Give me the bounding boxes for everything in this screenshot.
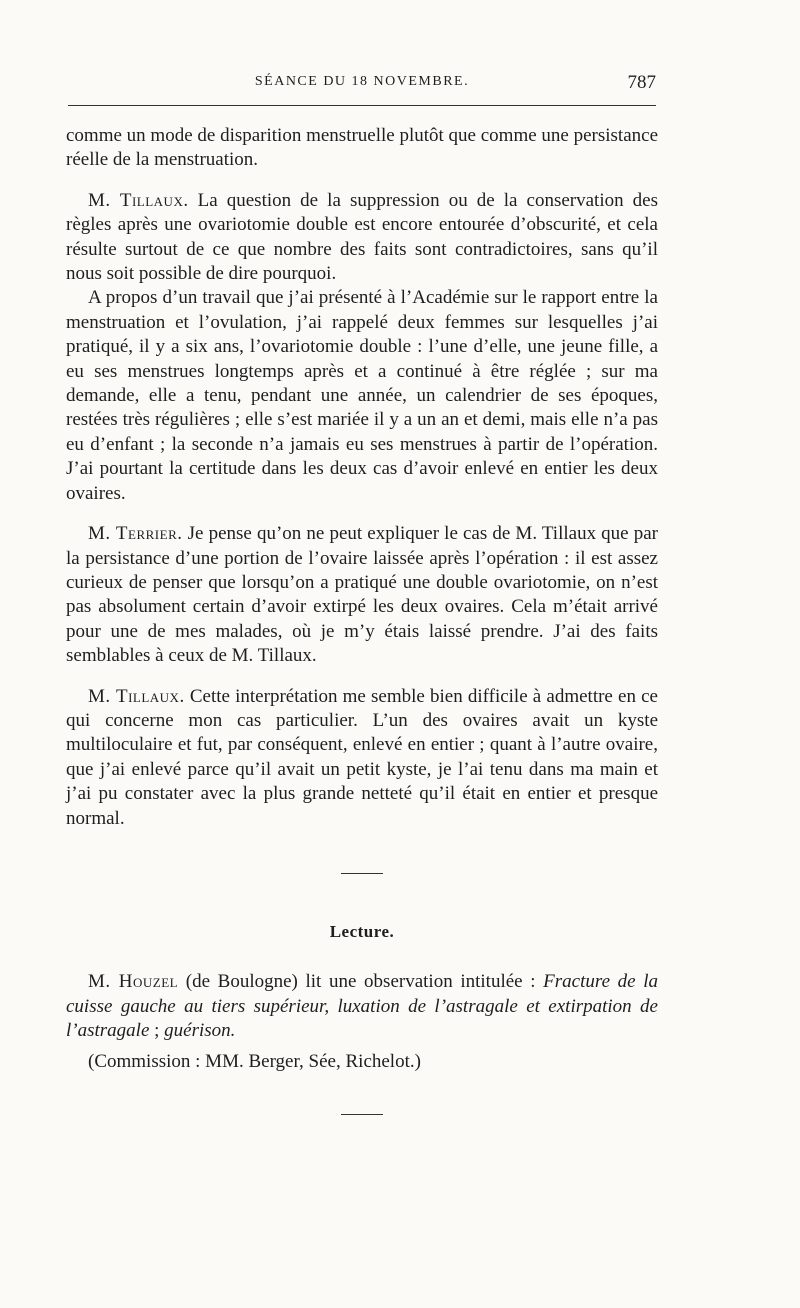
speaker-name: M. Tillaux. [88, 685, 185, 707]
speaker-name: M. Tillaux. [88, 189, 189, 211]
header-rule [68, 105, 656, 106]
section-heading: Lecture. [329, 921, 395, 941]
lecture-intro: (de Boulogne) lit une observation intitulée : [178, 971, 544, 993]
speaker-name: M. Terrier. [88, 523, 183, 545]
paragraph-text: Je pense qu’on ne peut expliquer le cas de M. Tillaux que par la persistance d’une portion de l’ovaire laissée après l’opération : il est assez curieux de penser que lorsqu’on a pratiqué une double ovariotomie, on n’est pas absolument certain d’avoir extirpé les deux ovaires. Cela m’était arrivé pour une de mes malades, où je m’y étais laissé prendre. J’ai des faits semblables à ceux de M. Tillaux. [66, 523, 659, 667]
observation-title: Fracture de la cuisse gauche au tiers supérieur, luxation de l’astragale et extirpation de l’astragale [66, 971, 658, 1042]
paragraph-tillaux-3 [66, 685, 658, 831]
paragraph-text: Cette interprétation me semble bien difficile à admettre en ce qui concerne mon cas particulier. L’un des ovaires avait un kyste multiloculaire et fut, par conséquent, enlevé en entier ; quant à l’autre ovaire, que j’ai enlevé parce qu’il avait un petit kyste, je l’ai tenu dans ma main et j’ai pu constater avec la plus grande netteté qu’il était en entier et presque normal. [66, 685, 658, 829]
observation-outcome: guérison. [164, 1020, 236, 1042]
paragraph-tillaux-2: A propos d’un travail que j’ai présenté à l’Académie sur le rapport entre la menstruation et l’ovulation, j’ai rappelé deux femmes sur lesquelles j’ai pratiqué, il y a six ans, l’ovariotomie double : l’une d’elle, une jeune fille, a eu ses menstrues longtemps après et a continué à être réglée ; sur ma demande, elle a tenu, pendant une année, un calendrier de ses époques, restées très régulières ; elle s’est mariée il y a un an et demi, mais elle n’a pas eu d’enfant ; la seconde n’a jamais eu ses menstrues à partir de l’opération. J’ai pourtant la certitude dans les deux cas d’avoir enlevé en entier les deux ovaires. [66, 287, 658, 504]
paragraph-lecture [66, 970, 658, 1043]
section-separator [341, 873, 383, 874]
paragraph-text: La question de la suppression ou de la conservation des règles après une ovariotomie double est encore entourée d’obscurité, et cela résulte surtout de ce que nombre des faits sont contradictoires, sans qu’il nous soit possible de dire pourquoi. [66, 189, 658, 285]
paragraph-terrier [66, 522, 658, 668]
paragraph-tillaux-1 [66, 189, 658, 287]
paragraph-continuation: comme un mode de disparition menstruelle plutôt que comme une persistance réelle de la menstruation. [66, 125, 659, 171]
page-header [68, 74, 656, 104]
running-title: SÉANCE DU 18 NOVEMBRE. [254, 74, 470, 89]
body-text [66, 124, 658, 1115]
lecture-separator: ; [149, 1020, 165, 1042]
end-separator [341, 1114, 383, 1115]
page-number: 787 [627, 72, 656, 93]
speaker-name: M. Houzel [88, 971, 179, 993]
commission-line: (Commission : MM. Berger, Sée, Richelot.) [88, 1050, 421, 1072]
